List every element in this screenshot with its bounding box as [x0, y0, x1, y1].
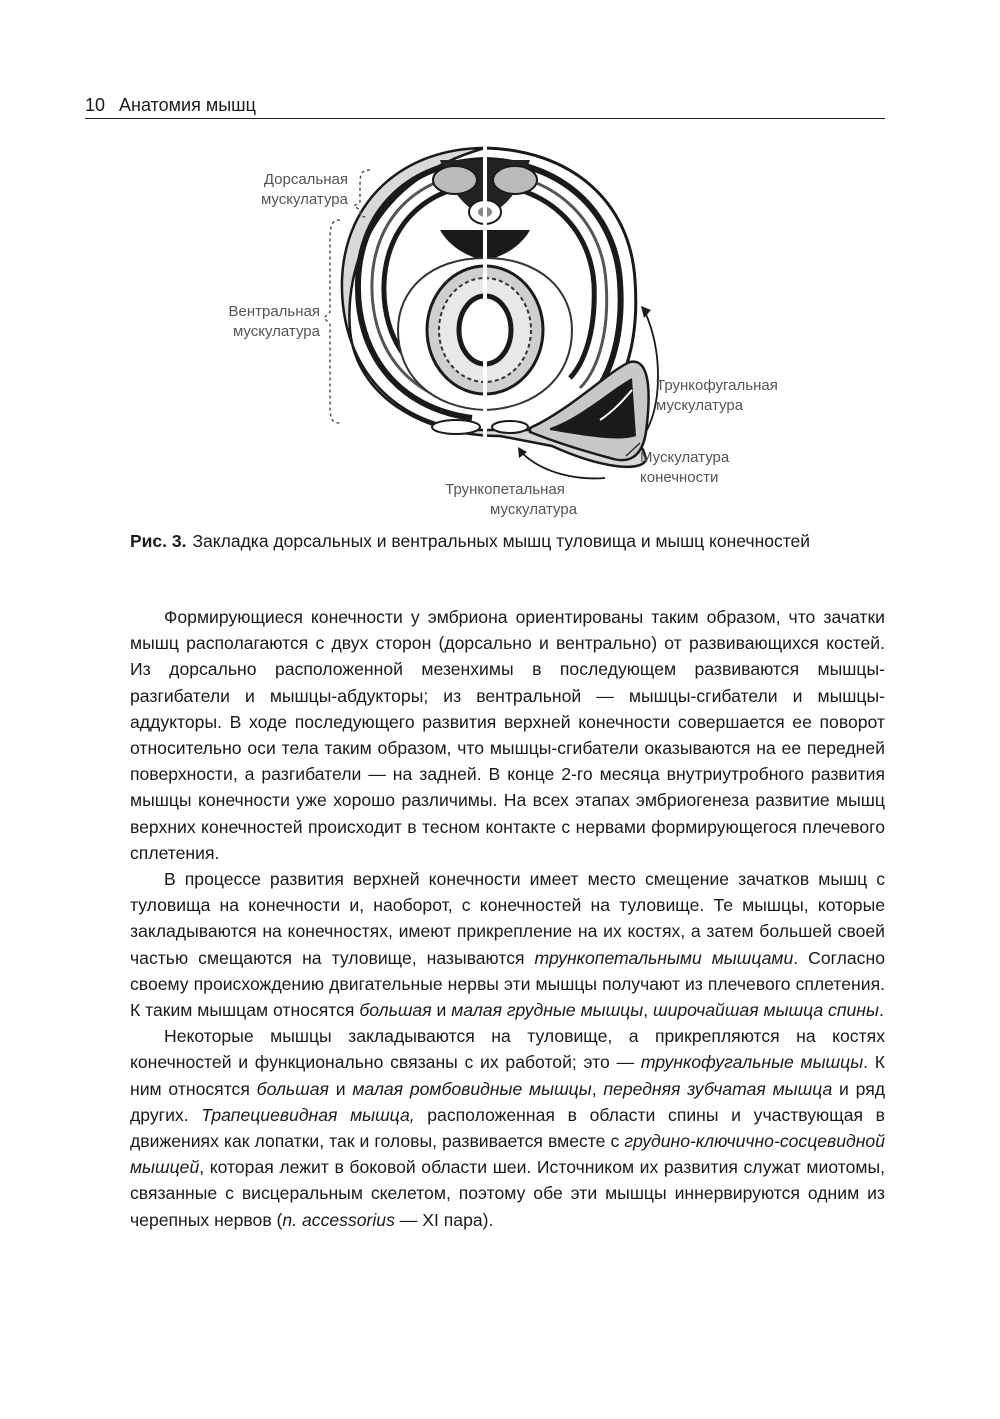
p2-italic-latissimus: широчайшая мышца спины — [652, 1000, 879, 1021]
caption-number: Рис. 3. — [130, 531, 187, 551]
label-limb-line1: Мускулатура — [640, 449, 730, 466]
p3-text-h: — XI пара). — [394, 1209, 494, 1230]
label-dorsal-line1: Дорсальная — [263, 171, 348, 188]
paragraph-3 — [130, 1023, 885, 1233]
page-number: 10 — [85, 95, 106, 115]
p2-text-a: В процессе развития верхней конечности имеет место смещение зачатков мышц с туловища на конечности и, наоборот, с конечностей на туловище. Те мышцы, которые закладываются на конечностях, имеют прикрепление на их костях, а затем большей своей частью смещаются на туловище, называются — [130, 869, 885, 968]
label-truncopetal-line2: мускулатура — [490, 501, 578, 518]
p2-text-b: . Согласно своему происхождению двигательные нервы эти мышцы получают из плечевого сплетения. К таким мышцам относятся — [130, 947, 885, 1021]
p3-italic-accessorius: n. accessorius — [282, 1209, 395, 1230]
p3-italic-trapezius: Трапециевидная мышца, — [201, 1104, 415, 1125]
label-truncofugal-line1: Трункофугальная — [656, 377, 778, 394]
label-truncofugal-line2: мускулатура — [656, 397, 744, 414]
p3-italic-rhomboid: малая ромбовидные мышцы — [352, 1078, 592, 1099]
dorsal-muscle-right — [493, 166, 537, 194]
p3-text-a: Некоторые мышцы закладываются на туловище, а прикрепляются на костях конечностей и функционально связаны с их работой; это — — [130, 1026, 885, 1073]
paragraph-1: Формирующиеся конечности у эмбриона ориентированы таким образом, что зачатки мышц располагаются с двух сторон (дорсально и вентрально) от развивающихся костей. Из дорсально расположенной мезенхимы в последующем развиваются мышцы-разгибатели и мышцы-абдукторы; из вентральной — мышцы-сгибатели и мышцы-аддукторы. В ходе последующего развития верхней конечности совершается ее поворот относительно оси тела таким образом, что мышцы-сгибатели оказываются на ее передней поверхности, а разгибатели — на задней. В конце 2-го месяца внутриутробного развития мышцы конечности уже хорошо различимы. На всех этапах эмбриогенеза развитие мышц верхних конечностей происходит в тесном контакте с нервами формирующегося плечевого сплетения. — [130, 607, 885, 863]
label-truncopetal-musculature — [435, 480, 578, 520]
running-title: Анатомия мышц — [119, 95, 256, 115]
p3-italic-sternocleidomastoid: грудино-ключично-сосцевидной мышцей — [130, 1131, 885, 1178]
p3-text-e: и ряд других. — [130, 1078, 885, 1125]
figure-caption — [130, 529, 890, 553]
label-ventral-musculature — [228, 302, 320, 342]
p2-text-e: . — [878, 1000, 884, 1021]
label-dorsal-line2: мускулатура — [260, 191, 348, 208]
page-header — [85, 92, 885, 119]
p3-text-f: расположенная в области спины и участвующая в движениях как лопатки, так и головы, развивается вместе с — [130, 1104, 885, 1152]
p3-text-g: , которая лежит в боковой области шеи. Источником их развития служат миотомы, связанные с висцеральным скелетом, поэтому обе эти мышцы иннервируются одним из черепных нервов ( — [130, 1157, 885, 1230]
ventral-bracket — [324, 220, 340, 423]
p2-text-c: и — [431, 1000, 452, 1021]
label-limb-musculature — [640, 448, 729, 488]
label-ventral-line2: мускулатура — [232, 323, 320, 340]
body-text — [130, 604, 885, 1233]
p2-italic-major: большая — [359, 1000, 432, 1021]
ventral-rudiment-left — [432, 420, 480, 434]
label-truncopetal-line1: Трункопетальная — [445, 481, 565, 498]
p2-italic-pectoral: малая грудные мышцы — [451, 1000, 644, 1021]
label-truncofugal-musculature — [656, 376, 778, 416]
p3-italic-serratus: передняя зубчатая мышца — [603, 1078, 833, 1099]
p3-italic-major: большая — [256, 1078, 329, 1099]
label-ventral-line1: Вентральная — [228, 303, 320, 320]
p2-text-d: , — [643, 1000, 653, 1021]
p3-text-c: и — [328, 1078, 353, 1099]
label-dorsal-musculature — [261, 170, 348, 210]
p2-italic-truncopetal: трункопетальными мышцами — [534, 947, 794, 968]
p3-italic-truncofugal: трункофугальные мышцы — [640, 1052, 864, 1073]
caption-text: Закладка дорсальных и вентральных мышц туловища и мышц конечностей — [192, 531, 811, 551]
figure-embryo-cross-section — [200, 140, 820, 530]
paragraph-2 — [130, 866, 885, 1023]
ventral-rudiment-right — [492, 421, 528, 433]
p3-text-b: . К ним относятся — [130, 1052, 886, 1099]
p3-text-d: , — [591, 1078, 604, 1099]
dorsal-muscle-left — [433, 166, 477, 194]
label-limb-line2: конечности — [640, 469, 719, 486]
